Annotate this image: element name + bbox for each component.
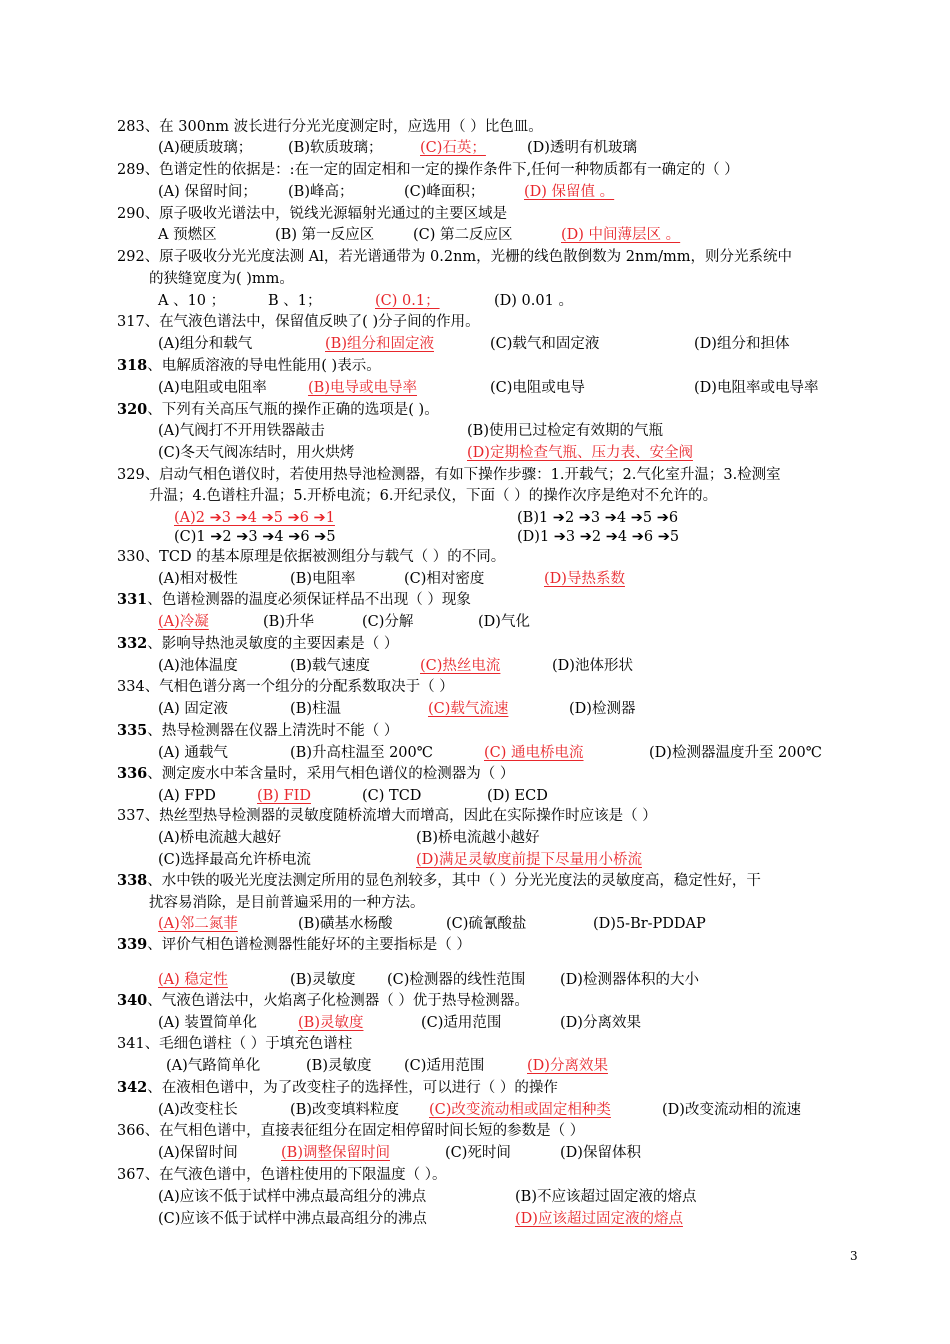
question-292: 292、原子吸收分光光度法测 Al，若光谱通带为 0.2nm，光栅的线色散倒数为 2nm/mm，则分光系统中 [117, 249, 792, 265]
question-340: 340、气液色谱法中，火焰离子化检测器（ ）优于热导检测器。 [117, 992, 529, 1009]
option: (B)磺基水杨酸 [298, 916, 393, 932]
question-366: 366、在气相色谱中，直接表征组分在固定相停留时间长短的参数是（ ） [117, 1123, 585, 1139]
option: (A) 保留时间； [158, 184, 257, 200]
answer-option: (D)分离效果 [527, 1058, 608, 1074]
option: (A)组分和载气 [158, 336, 253, 352]
question-332: 332、影响导热池灵敏度的主要因素是（ ） [117, 635, 399, 652]
option: (C)1 ➔2 ➔3 ➔4 ➔6 ➔5 [174, 529, 336, 545]
page-number: 3 [850, 1249, 858, 1263]
option: (B)使用已过检定有效期的气瓶 [467, 423, 663, 439]
option: (B)峰高； [288, 184, 354, 200]
question-317: 317、在气液色谱法中，保留值反映了( )分子间的作用。 [117, 314, 480, 330]
option: (D)1 ➔3 ➔2 ➔4 ➔6 ➔5 [517, 529, 680, 545]
option: (A)桥电流越大越好 [158, 830, 282, 846]
option: (C)适用范围 [421, 1015, 502, 1031]
answer-option: (C)载气流速 [428, 701, 509, 717]
question-330: 330、TCD 的基本原理是依据被测组分与载气（ ）的不同。 [117, 549, 506, 565]
option: (B)升华 [263, 614, 314, 630]
option: (A)改变柱长 [158, 1102, 238, 1118]
option: (C)检测器的线性范围 [387, 972, 526, 988]
answer-option: (C) 0.1； [375, 293, 440, 309]
option: (D)组分和担体 [694, 336, 790, 352]
question-336: 336、测定废水中苯含量时，采用气相色谱仪的检测器为（ ） [117, 765, 515, 782]
option: (C) 第二反应区 [413, 227, 513, 243]
option: (B)升高柱温至 200℃ [290, 745, 433, 761]
option: (C)电阻或电导 [490, 380, 585, 396]
question-289: 289、色谱定性的依据是：:在一定的固定相和一定的操作条件下,任何一种物质都有一确定的（ ） [117, 162, 739, 178]
question-341: 341、毛细色谱柱（ ）于填充色谱柱 [117, 1036, 353, 1052]
option: (A)相对极性 [158, 571, 238, 587]
option: (B)灵敏度 [290, 972, 356, 988]
option: (C)相对密度 [404, 571, 485, 587]
option: (C) TCD [362, 788, 422, 804]
question-339: 339、评价气相色谱检测器性能好坏的主要指标是（ ） [117, 936, 471, 953]
option: (D)检测器 [569, 701, 636, 717]
option: (D)池体形状 [552, 658, 633, 674]
option: (A)硬质玻璃； [158, 140, 253, 156]
option: (D)检测器温度升至 200℃ [649, 745, 822, 761]
question-338: 338、水中铁的吸光光度法测定所用的显色剂较多，其中（ ）分光光度法的灵敏度高，稳定性好，干 [117, 872, 761, 889]
answer-option: (D)导热系数 [544, 571, 625, 587]
option: (B)改变填料粒度 [290, 1102, 399, 1118]
option: (D)气化 [478, 614, 530, 630]
option: B 、1； [268, 293, 322, 309]
option: (D)改变流动相的流速 [662, 1102, 801, 1118]
question-318: 318、电解质溶液的导电性能用( )表示。 [117, 357, 381, 374]
option: (D) ECD [487, 788, 548, 804]
answer-option: (A)2 ➔3 ➔4 ➔5 ➔6 ➔1 [174, 510, 335, 526]
option: (A)气路简单化 [166, 1058, 261, 1074]
option: (C)峰面积； [404, 184, 485, 200]
answer-option: (B)调整保留时间 [281, 1145, 390, 1161]
question-331: 331、色谱检测器的温度必须保证样品不出现（ ）现象 [117, 591, 471, 608]
option: (C)应该不低于试样中沸点最高组分的沸点 [158, 1211, 427, 1227]
option: (A)应该不低于试样中沸点最高组分的沸点 [158, 1189, 427, 1205]
option: A 预燃区 [158, 227, 217, 243]
option: (C)硫氰酸盐 [446, 916, 527, 932]
question-334: 334、气相色谱分离一个组分的分配系数取决于（ ） [117, 679, 454, 695]
option: (B)不应该超过固定液的熔点 [515, 1189, 697, 1205]
answer-option: (A)冷凝 [158, 614, 209, 630]
answer-option: (C) 通电桥电流 [484, 745, 584, 761]
answer-option: (B)组分和固定液 [325, 336, 434, 352]
option: (D)电阻率或电导率 [694, 380, 819, 396]
option: (A) 通载气 [158, 745, 228, 761]
question-338-cont: 扰容易消除，是目前普遍采用的一种方法。 [149, 895, 425, 911]
answer-option: (C)石英； [420, 140, 486, 156]
option: (C)载气和固定液 [490, 336, 600, 352]
question-367: 367、在气液色谱中，色谱柱使用的下限温度（ ）。 [117, 1167, 447, 1183]
option: (C)冬天气阀冻结时，用火烘烤 [158, 445, 355, 461]
option: (C)分解 [362, 614, 414, 630]
option: (D)保留体积 [560, 1145, 641, 1161]
option: (C)适用范围 [404, 1058, 485, 1074]
option: (B)电阻率 [290, 571, 356, 587]
answer-option: (D) 中间薄层区 。 [561, 227, 681, 243]
option: (A)气阀打不开用铁器敲击 [158, 423, 325, 439]
answer-option: (C)热丝电流 [420, 658, 501, 674]
option: (A) 装置简单化 [158, 1015, 257, 1031]
option: (D)透明有机玻璃 [527, 140, 637, 156]
answer-option: (B)灵敏度 [298, 1015, 364, 1031]
option: (C)死时间 [445, 1145, 511, 1161]
question-329-cont: 升温；4.色谱柱升温；5.开桥电流；6.开纪录仪，下面（ ）的操作次序是绝对不允许的。 [149, 488, 718, 504]
question-337: 337、热丝型热导检测器的灵敏度随桥流增大而增高，因此在实际操作时应该是（ ） [117, 808, 657, 824]
option: (A) 固定液 [158, 701, 228, 717]
answer-option: (D) 保留值 。 [524, 184, 615, 200]
answer-option: (A) 稳定性 [158, 972, 228, 988]
option: (C)选择最高允许桥电流 [158, 852, 311, 868]
option: (B)灵敏度 [306, 1058, 372, 1074]
option: (A)电阻或电阻率 [158, 380, 267, 396]
option: (B)1 ➔2 ➔3 ➔4 ➔5 ➔6 [517, 510, 679, 526]
option: (D)5-Br-PDDAP [593, 916, 706, 932]
option: (A)保留时间 [158, 1145, 238, 1161]
answer-option: (D)满足灵敏度前提下尽量用小桥流 [416, 852, 642, 868]
answer-option: (B) FID [257, 788, 311, 804]
question-335: 335、热导检测器在仪器上清洗时不能（ ） [117, 722, 399, 739]
option: (D)检测器体积的大小 [560, 972, 699, 988]
option: (B)桥电流越小越好 [416, 830, 540, 846]
option: A 、10 ； [158, 293, 226, 309]
option: (B) 第一反应区 [275, 227, 375, 243]
answer-option: (B)电导或电导率 [308, 380, 417, 396]
option: (A)池体温度 [158, 658, 238, 674]
question-283: 283、在 300nm 波长进行分光光度测定时，应选用（ ）比色皿。 [117, 119, 543, 135]
question-329: 329、启动气相色谱仪时，若使用热导池检测器，有如下操作步骤：1.开载气；2.气化室升温；3.检测室 [117, 467, 781, 483]
option: (B)柱温 [290, 701, 341, 717]
answer-option: (C)改变流动相或固定相种类 [429, 1102, 611, 1118]
option: (B)载气速度 [290, 658, 370, 674]
option: (D)分离效果 [560, 1015, 641, 1031]
option: (D) 0.01 。 [494, 293, 573, 309]
option: (B)软质玻璃； [288, 140, 383, 156]
answer-option: (D)定期检查气瓶、压力表、安全阀 [467, 445, 693, 461]
question-342: 342、在液相色谱中，为了改变柱子的选择性，可以进行（ ）的操作 [117, 1079, 558, 1096]
option: (A) FPD [158, 788, 216, 804]
answer-option: (D)应该超过固定液的熔点 [515, 1211, 683, 1227]
question-290: 290、原子吸收光谱法中，锐线光源辐射光通过的主要区域是 [117, 206, 508, 222]
answer-option: (A)邻二氮菲 [158, 916, 238, 932]
question-292-cont: 的狭缝宽度为( )mm。 [149, 271, 294, 287]
question-320: 320、下列有关高压气瓶的操作正确的选项是( )。 [117, 401, 439, 418]
